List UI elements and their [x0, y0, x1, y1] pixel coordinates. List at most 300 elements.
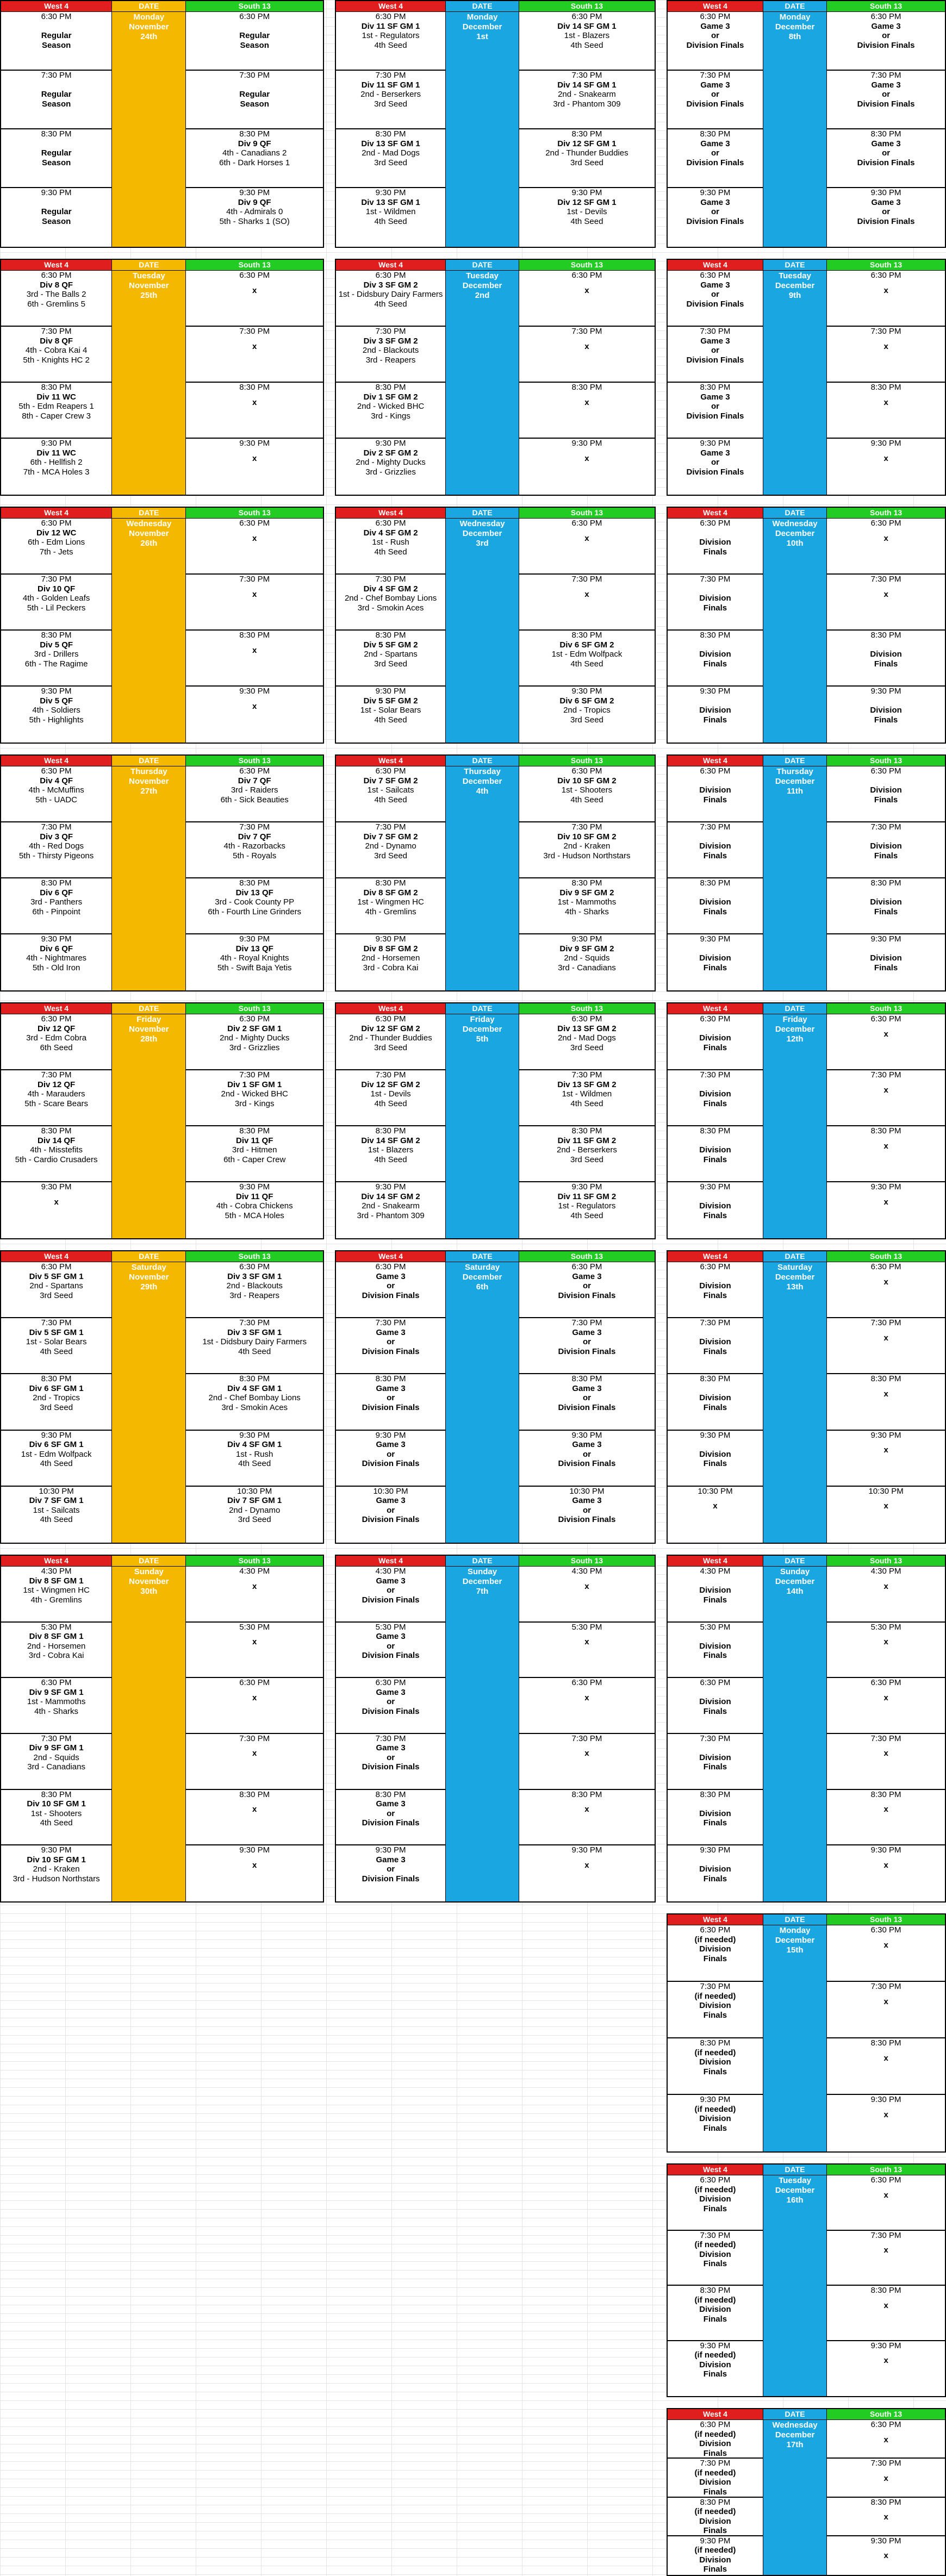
date-label: 16th — [786, 2195, 804, 2205]
game-title: Div 10 SF GM 2 — [557, 832, 617, 841]
game-title: Div 13 QF — [235, 888, 273, 897]
team-line: Division — [699, 953, 731, 963]
west-column — [336, 12, 446, 247]
schedule-cell-west — [1, 631, 111, 687]
team-line: 3rd - Hitmen — [232, 1145, 277, 1155]
schedule-cell-west — [668, 327, 763, 383]
team-line: 4th Seed — [570, 659, 603, 669]
empty-slot-mark: x — [883, 1805, 888, 1814]
time-label: 8:30 PM — [700, 1374, 731, 1384]
time-label: 9:30 PM — [571, 687, 602, 696]
schedule-cell-west — [668, 2175, 763, 2231]
time-label: 9:30 PM — [571, 934, 602, 944]
south-column — [186, 1014, 323, 1238]
team-line: 3rd - Panthers — [30, 897, 83, 907]
team-line: Division — [870, 953, 902, 963]
game-title: Game 3 — [700, 197, 730, 207]
west-column — [1, 766, 112, 990]
game-title: Div 11 SF GM 1 — [361, 80, 420, 90]
time-label: 9:30 PM — [870, 1430, 901, 1440]
team-line: 1st - Shooters — [561, 785, 613, 795]
team-line: 8th - Caper Crew 3 — [22, 411, 91, 421]
team-line: 3rd - Canadians — [558, 963, 616, 972]
team-line: Division Finals — [362, 1762, 420, 1772]
game-title: (if needed) — [694, 2546, 736, 2555]
header-west: West 4 — [668, 1, 763, 11]
time-label: 6:30 PM — [571, 1678, 602, 1688]
header-west: West 4 — [336, 756, 446, 766]
schedule-cell-south — [827, 766, 945, 822]
team-line: 6th - Fourth Line Grinders — [208, 907, 302, 916]
empty-slot-mark: x — [883, 1333, 888, 1343]
schedule-cell-south — [827, 1678, 945, 1734]
time-label: 8:30 PM — [239, 1374, 270, 1384]
schedule-cell-west — [336, 1318, 445, 1374]
time-label: 6:30 PM — [870, 1262, 901, 1271]
schedule-day-block — [0, 0, 324, 248]
time-label: 6:30 PM — [239, 1014, 270, 1024]
schedule-cell-west — [668, 1014, 763, 1070]
date-label: Monday — [133, 13, 165, 22]
block-body — [336, 271, 655, 495]
game-title: Div 7 QF — [238, 776, 271, 785]
team-line: 6th - Dark Horses 1 — [219, 158, 290, 167]
team-line: 4th Seed — [374, 715, 407, 725]
game-title — [668, 1855, 763, 1865]
game-title: Game 3 — [376, 1855, 406, 1864]
west-column — [1, 12, 112, 247]
empty-slot-mark: x — [883, 1197, 888, 1207]
team-line: 2nd - Squids — [564, 953, 610, 963]
team-line: 4th Seed — [374, 299, 407, 309]
team-line: 1st - Mammoths — [557, 897, 617, 907]
game-title: Div 8 SF GM 2 — [363, 944, 418, 953]
team-line: 1st - Devils — [370, 1089, 411, 1099]
game-title: Div 12 QF — [38, 1080, 76, 1089]
header-west: West 4 — [668, 1914, 763, 1925]
schedule-cell-west — [1, 1182, 111, 1238]
time-label: 7:30 PM — [239, 71, 270, 80]
schedule-cell-south — [827, 1487, 945, 1543]
time-label: 8:30 PM — [375, 129, 406, 139]
time-label: 8:30 PM — [375, 878, 406, 888]
block-header — [1, 508, 323, 519]
empty-slot-mark: x — [252, 1637, 257, 1647]
header-west: West 4 — [336, 508, 446, 518]
team-line: Finals — [703, 2067, 727, 2076]
game-title: Game 3 — [700, 448, 730, 458]
game-title: Game 3 — [376, 1327, 406, 1337]
header-south: South 13 — [186, 260, 323, 270]
team-line: 4th Seed — [570, 40, 603, 50]
date-column — [763, 2175, 827, 2396]
schedule-cell-south — [519, 822, 655, 878]
time-label: 9:30 PM — [41, 1182, 72, 1192]
game-title: (if needed) — [694, 2350, 736, 2360]
date-column — [446, 12, 519, 247]
team-line: Division Finals — [362, 1459, 420, 1469]
schedule-cell-west — [668, 12, 763, 71]
time-label: 9:30 PM — [700, 188, 731, 197]
team-line: Finals — [874, 659, 898, 669]
team-line: Division — [699, 2001, 731, 2010]
team-line: Division — [699, 594, 731, 603]
date-label: November — [129, 529, 169, 538]
schedule-cell-south — [186, 1014, 323, 1070]
schedule-cell-west — [1, 1790, 111, 1846]
time-label: 8:30 PM — [870, 2286, 901, 2295]
time-label: 9:30 PM — [41, 1430, 72, 1440]
time-label: 6:30 PM — [870, 271, 901, 280]
empty-slot-mark: x — [883, 2356, 888, 2365]
date-label: 25th — [140, 291, 158, 300]
time-label: 7:30 PM — [571, 1070, 602, 1080]
team-line: or — [711, 90, 719, 99]
game-title: Div 3 SF GM 2 — [363, 336, 418, 346]
team-line: 3rd Seed — [238, 1515, 271, 1525]
date-column — [446, 766, 519, 990]
team-line: Division Finals — [362, 1290, 420, 1300]
schedule-cell-west — [336, 1262, 445, 1318]
schedule-cell-west — [668, 271, 763, 327]
time-label: 9:30 PM — [870, 188, 901, 197]
date-label: December — [775, 1025, 815, 1034]
schedule-cell-west — [1, 687, 111, 743]
game-title: Div 3 SF GM 1 — [227, 1327, 282, 1337]
header-south: South 13 — [186, 1251, 323, 1262]
team-line: Regular — [239, 90, 270, 99]
game-title: (if needed) — [694, 1991, 736, 2001]
schedule-cell-south — [827, 12, 945, 71]
schedule-cell-south — [186, 687, 323, 743]
time-label: 8:30 PM — [870, 129, 901, 139]
team-line: Division Finals — [686, 99, 744, 109]
team-line: 1st - Edm Wolfpack — [21, 1449, 92, 1459]
date-label: Wednesday — [772, 519, 818, 528]
team-line: Division — [870, 650, 902, 659]
schedule-cell-west — [668, 1567, 763, 1623]
game-title: Div 11 WC — [36, 448, 76, 458]
time-label: 10:30 PM — [39, 1486, 74, 1496]
game-title: Div 13 QF — [235, 944, 273, 953]
header-south: South 13 — [827, 2165, 945, 2175]
team-line: 5th - Edm Reapers 1 — [18, 402, 94, 411]
date-label: December — [462, 22, 502, 32]
date-column — [446, 1014, 519, 1238]
date-column — [763, 766, 827, 990]
team-line: Division Finals — [686, 355, 744, 365]
empty-slot-mark: x — [883, 2473, 888, 2483]
schedule-cell-west — [1, 439, 111, 495]
empty-slot-mark: x — [584, 453, 589, 463]
time-label: 8:30 PM — [571, 1126, 602, 1136]
team-line: Finals — [703, 795, 727, 804]
block-header — [336, 508, 655, 519]
time-label: 9:30 PM — [41, 934, 72, 944]
team-line: 3rd - Phantom 309 — [553, 99, 621, 109]
team-line: 3rd - Hudson Northstars — [13, 1874, 100, 1883]
time-label: 8:30 PM — [700, 878, 731, 888]
time-label: 9:30 PM — [571, 439, 602, 448]
header-date: DATE — [763, 1, 827, 11]
time-label: 7:30 PM — [239, 1733, 270, 1743]
team-line: 3rd - Kings — [234, 1099, 275, 1108]
game-title — [827, 888, 945, 898]
team-line: 2nd - Chef Bombay Lions — [344, 594, 437, 603]
header-date: DATE — [446, 1003, 519, 1014]
time-label: 8:30 PM — [239, 878, 270, 888]
time-label: 8:30 PM — [870, 631, 901, 640]
time-label: 6:30 PM — [870, 766, 901, 776]
schedule-day-block — [335, 507, 656, 744]
team-line: 2nd - Wicked BHC — [221, 1089, 288, 1099]
game-title: Div 13 SF GM 2 — [557, 1080, 617, 1089]
game-title: Game 3 — [376, 1576, 406, 1586]
time-label: 7:30 PM — [700, 575, 731, 584]
team-line: 1st - Edm Wolfpack — [551, 650, 623, 659]
game-title: Div 4 SF GM 2 — [363, 528, 418, 538]
header-date: DATE — [446, 1556, 519, 1566]
time-label: 6:30 PM — [700, 271, 731, 280]
schedule-cell-south — [186, 519, 323, 575]
date-label: Tuesday — [466, 271, 499, 280]
time-label: 6:30 PM — [41, 766, 72, 776]
header-west: West 4 — [668, 2409, 763, 2419]
time-label: 6:30 PM — [571, 1262, 602, 1271]
team-line: Finals — [703, 851, 727, 860]
game-title: (if needed) — [694, 2185, 736, 2194]
team-line: Division — [699, 1089, 731, 1099]
team-line: 3rd Seed — [374, 99, 408, 109]
team-line: Finals — [874, 795, 898, 804]
team-line: Division — [699, 1281, 731, 1290]
team-line: Division Finals — [857, 216, 915, 226]
game-title: Div 3 QF — [40, 832, 73, 841]
schedule-cell-west — [336, 439, 445, 495]
schedule-cell-west — [336, 1070, 445, 1126]
time-label: 6:30 PM — [571, 519, 602, 528]
time-label: 8:30 PM — [870, 1126, 901, 1136]
date-label: December — [775, 2430, 815, 2440]
schedule-cell-west — [336, 1734, 445, 1790]
team-line: or — [711, 31, 719, 40]
block-body — [668, 12, 945, 247]
schedule-cell-south — [186, 1374, 323, 1430]
team-line: 2nd - Chef Bombay Lions — [208, 1393, 301, 1403]
date-label: 6th — [476, 1282, 489, 1292]
time-label: 9:30 PM — [870, 1845, 901, 1855]
south-column — [827, 2420, 945, 2575]
game-title: Div 6 SF GM 1 — [29, 1383, 84, 1393]
west-column — [668, 2420, 763, 2575]
header-west: West 4 — [1, 1003, 112, 1014]
team-line: Division Finals — [362, 1346, 420, 1356]
schedule-cell-west — [1, 1262, 111, 1318]
team-line: 5th - Swift Baja Yetis — [217, 963, 292, 972]
date-label: 28th — [140, 1034, 158, 1044]
date-label: Monday — [779, 1926, 811, 1935]
team-line: 1st - Solar Bears — [360, 706, 421, 715]
header-south: South 13 — [827, 2409, 945, 2419]
time-label: 8:30 PM — [41, 1374, 72, 1384]
schedule-cell-south — [186, 631, 323, 687]
date-label: 7th — [476, 1587, 489, 1596]
schedule-cell-west — [668, 1262, 763, 1318]
team-line: or — [387, 1697, 395, 1707]
team-line: 6th - Caper Crew — [223, 1155, 286, 1164]
team-line: 5th - Knights HC 2 — [23, 355, 90, 365]
date-label: Saturday — [777, 1263, 813, 1272]
game-title: Div 5 QF — [40, 640, 73, 650]
game-title: (if needed) — [694, 2468, 736, 2478]
time-label: 8:30 PM — [41, 1789, 72, 1799]
west-column — [336, 766, 446, 990]
west-column — [668, 271, 763, 495]
team-line: 7th - MCA Holes 3 — [23, 467, 90, 477]
team-line: 3rd - Kings — [371, 411, 410, 421]
schedule-cell-west — [668, 766, 763, 822]
date-label: November — [129, 281, 169, 290]
team-line: 2nd - Mad Dogs — [362, 148, 420, 158]
header-south: South 13 — [186, 756, 323, 766]
date-label: 12th — [786, 1034, 804, 1044]
schedule-cell-south — [827, 1567, 945, 1623]
schedule-cell-south — [827, 1262, 945, 1318]
schedule-cell-south — [186, 934, 323, 990]
game-title: Game 3 — [376, 1440, 406, 1450]
game-title: Div 9 QF — [238, 139, 271, 148]
time-label: 6:30 PM — [375, 1678, 406, 1688]
time-label: 8:30 PM — [571, 1374, 602, 1384]
date-label: 1st — [476, 32, 488, 41]
time-label: 5:30 PM — [571, 1622, 602, 1632]
team-line: 2nd - Snakearm — [558, 90, 616, 99]
schedule-cell-south — [186, 1845, 323, 1901]
block-body — [668, 271, 945, 495]
team-line: Season — [41, 158, 71, 167]
team-line: 1st - Shooters — [30, 1808, 82, 1818]
time-label: 8:30 PM — [239, 1126, 270, 1136]
team-line: Division — [699, 1201, 731, 1211]
game-title: Div 14 SF GM 1 — [557, 80, 617, 90]
time-label: 6:30 PM — [239, 1262, 270, 1271]
schedule-cell-south — [519, 1845, 655, 1901]
team-line: 1st - Solar Bears — [26, 1337, 87, 1347]
game-title — [668, 1272, 763, 1282]
game-title — [1, 22, 111, 32]
empty-slot-mark: x — [883, 1637, 888, 1647]
time-label: 7:30 PM — [700, 71, 731, 80]
block-body — [336, 1014, 655, 1238]
schedule-cell-west — [336, 575, 445, 631]
schedule-cell-south — [827, 2095, 945, 2151]
date-label: Sunday — [134, 1567, 164, 1576]
schedule-cell-west — [336, 1623, 445, 1679]
block-header — [668, 1, 945, 12]
team-line: or — [882, 148, 891, 158]
team-line: 3rd Seed — [374, 1043, 408, 1052]
time-label: 7:30 PM — [375, 822, 406, 832]
game-title — [668, 1328, 763, 1338]
team-line: Division Finals — [686, 158, 744, 167]
team-line: Division — [699, 1944, 731, 1954]
game-title: Game 3 — [376, 1383, 406, 1393]
schedule-cell-south — [827, 631, 945, 687]
schedule-cell-south — [827, 1790, 945, 1846]
team-line: 3rd - Cobra Kai — [28, 1651, 84, 1661]
team-line: or — [387, 1281, 395, 1290]
schedule-cell-west — [1, 327, 111, 383]
team-line: 1st - Regulators — [362, 31, 420, 40]
empty-slot-mark: x — [584, 533, 589, 543]
team-line: Finals — [703, 2314, 727, 2324]
schedule-cell-west — [668, 631, 763, 687]
team-line: Finals — [703, 2204, 727, 2213]
west-column — [1, 1262, 112, 1543]
time-label: 7:30 PM — [41, 1733, 72, 1743]
schedule-cell-west — [668, 2536, 763, 2575]
header-date: DATE — [112, 756, 186, 766]
schedule-cell-south — [186, 1070, 323, 1126]
game-title: Div 11 WC — [36, 392, 76, 402]
date-label: November — [129, 1025, 169, 1034]
time-label: 9:30 PM — [239, 1430, 270, 1440]
team-line: Finals — [703, 1402, 727, 1412]
team-line: 4th Seed — [40, 1459, 73, 1469]
game-title: Div 9 SF GM 1 — [29, 1743, 84, 1753]
header-date: DATE — [112, 1003, 186, 1014]
game-title — [186, 22, 323, 32]
schedule-cell-west — [1, 1623, 111, 1679]
header-south: South 13 — [827, 756, 945, 766]
south-column — [827, 1262, 945, 1543]
time-label: 9:30 PM — [870, 2536, 901, 2546]
schedule-day-block — [667, 1002, 946, 1239]
team-line: 3rd Seed — [374, 851, 408, 860]
team-line: Division Finals — [558, 1515, 616, 1525]
header-date: DATE — [112, 260, 186, 270]
schedule-cell-south — [827, 327, 945, 383]
time-label: 8:30 PM — [700, 129, 731, 139]
team-line: Division — [699, 2114, 731, 2123]
team-line: Finals — [874, 963, 898, 972]
block-header — [336, 756, 655, 766]
time-label: 7:30 PM — [870, 2459, 901, 2468]
team-line: Regular — [41, 148, 72, 158]
time-label: 9:30 PM — [571, 1430, 602, 1440]
time-label: 6:30 PM — [41, 519, 72, 528]
game-title — [668, 1743, 763, 1753]
game-title — [668, 528, 763, 538]
schedule-cell-south — [519, 12, 655, 71]
date-label: Wednesday — [459, 519, 505, 528]
block-header — [668, 756, 945, 766]
schedule-cell-south — [186, 822, 323, 878]
schedule-cell-south — [186, 1431, 323, 1487]
schedule-cell-south — [827, 2420, 945, 2459]
header-date: DATE — [112, 1556, 186, 1566]
block-body — [668, 1925, 945, 2151]
header-west: West 4 — [1, 1251, 112, 1262]
header-south: South 13 — [519, 260, 655, 270]
schedule-day-block — [0, 1002, 324, 1239]
time-label: 7:30 PM — [41, 822, 72, 832]
time-label: 8:30 PM — [571, 129, 602, 139]
header-south: South 13 — [827, 1251, 945, 1262]
date-label: 11th — [787, 787, 804, 796]
team-line: 2nd - Thunder Buddies — [545, 148, 628, 158]
schedule-cell-west — [668, 1982, 763, 2038]
